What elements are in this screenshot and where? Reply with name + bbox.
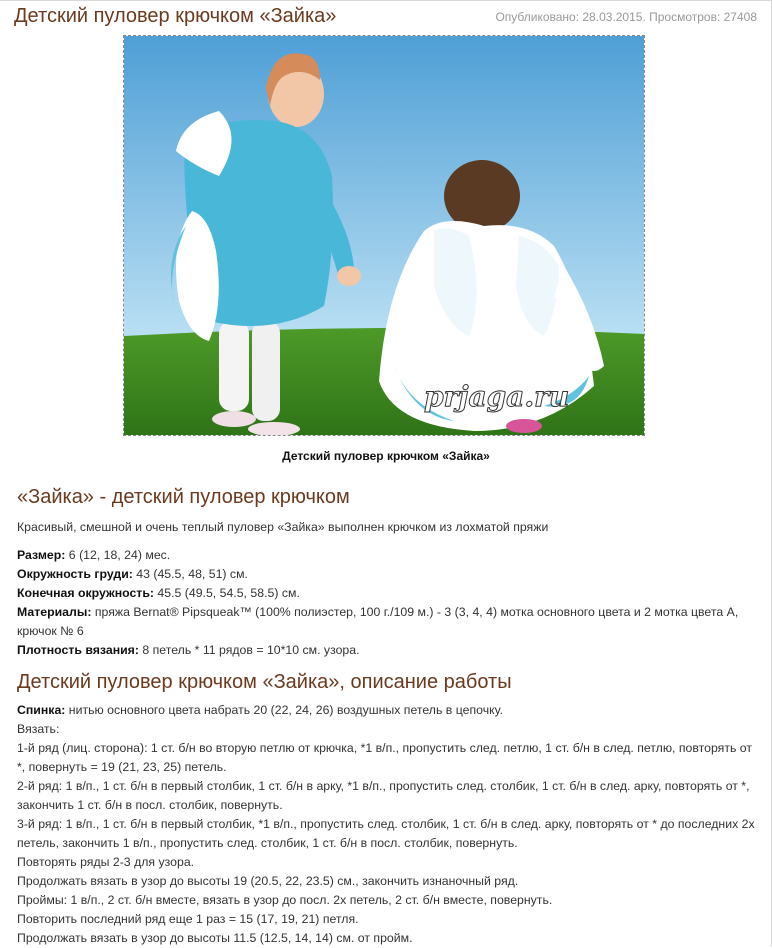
article-title[interactable]: Детский пуловер крючком «Зайка» (14, 5, 337, 27)
spec-chest: Окружность груди: 43 (45.5, 48, 51) см. (17, 567, 248, 581)
instruction-line: Повторять ряды 2-3 для узора. (17, 855, 195, 869)
photo-caption: Детский пуловер крючком «Зайка» (282, 449, 490, 463)
back-line: Спинка: нитью основного цвета набрать 20 (22, 24, 26) воздушных петель в цепочку. (17, 703, 503, 717)
instruction-line: Проймы: 1 в/п., 2 ст. б/н вместе, вязать в узор до посл. 2х петель, 2 ст. б/н вместе, повернуть. (17, 893, 553, 907)
spec-materials: Материалы: пряжа Bernat® Pipsqueak™ (100% полиэстер, 100 г./109 м.) - 3 (3, 4, 4) мотка основного цвета и 2 мотка цвета А, крючок № 6 (17, 605, 739, 638)
instruction-line: 1-й ряд (лиц. сторона): 1 ст. б/н во вторую петлю от крючка, *1 в/п., пропустить след. петлю, 1 ст. б/н в след. петлю, повторять от *, повернуть = 19 (21, 23, 25) петель. (17, 741, 752, 774)
section-heading: «Зайка» - детский пуловер крючком (17, 486, 350, 508)
instruction-line: Продолжать вязать в узор до высоты 11.5 (12.5, 14, 14) см. от пройм. (17, 931, 413, 945)
spec-size: Размер: 6 (12, 18, 24) мес. (17, 548, 171, 562)
article-photo (123, 35, 645, 436)
instructions (17, 701, 761, 948)
photo-illustration (124, 36, 644, 435)
instruction-line: Продолжать вязать в узор до высоты 19 (20.5, 22, 23.5) см., закончить изнаночный ряд. (17, 874, 519, 888)
instruction-line: Вязать: (17, 722, 60, 736)
instruction-line: 2-й ряд: 1 в/п., 1 ст. б/н в первый столбик, 1 ст. б/н в арку, *1 в/п., пропустить след. столбик, 1 ст. б/н в след. арку, повторять от *, закончить 1 ст. б/н в посл. столбик, повернуть. (17, 779, 750, 812)
article-header (0, 1, 771, 33)
intro-text: Красивый, смешной и очень теплый пуловер «Зайка» выполнен крючком из лохматой пряжи (17, 520, 549, 534)
spec-gauge: Плотность вязания: 8 петель * 11 рядов = 10*10 см. узора. (17, 643, 360, 657)
watermark: prjaga.ru (424, 380, 570, 413)
instruction-line: 3-й ряд: 1 в/п., 1 ст. б/н в первый столбик, *1 в/п., пропустить след. столбик, 1 ст. б/н в след. арку, повторять от * до последних 2х петель, закончить 1 в/п., пропустить след. столбик, 1 ст. б/н в посл. столбик, повернуть. (17, 817, 755, 850)
instruction-line: Повторить последний ряд еще 1 раз = 15 (17, 19, 21) петля. (17, 912, 359, 926)
spec-final: Конечная окружность: 45.5 (49.5, 54.5, 58.5) см. (17, 586, 300, 600)
section-heading-instructions: Детский пуловер крючком «Зайка», описание работы (17, 671, 512, 693)
spec-list (17, 546, 761, 660)
publish-meta: Опубликовано: 28.03.2015. Просмотров: 27408 (495, 10, 757, 24)
